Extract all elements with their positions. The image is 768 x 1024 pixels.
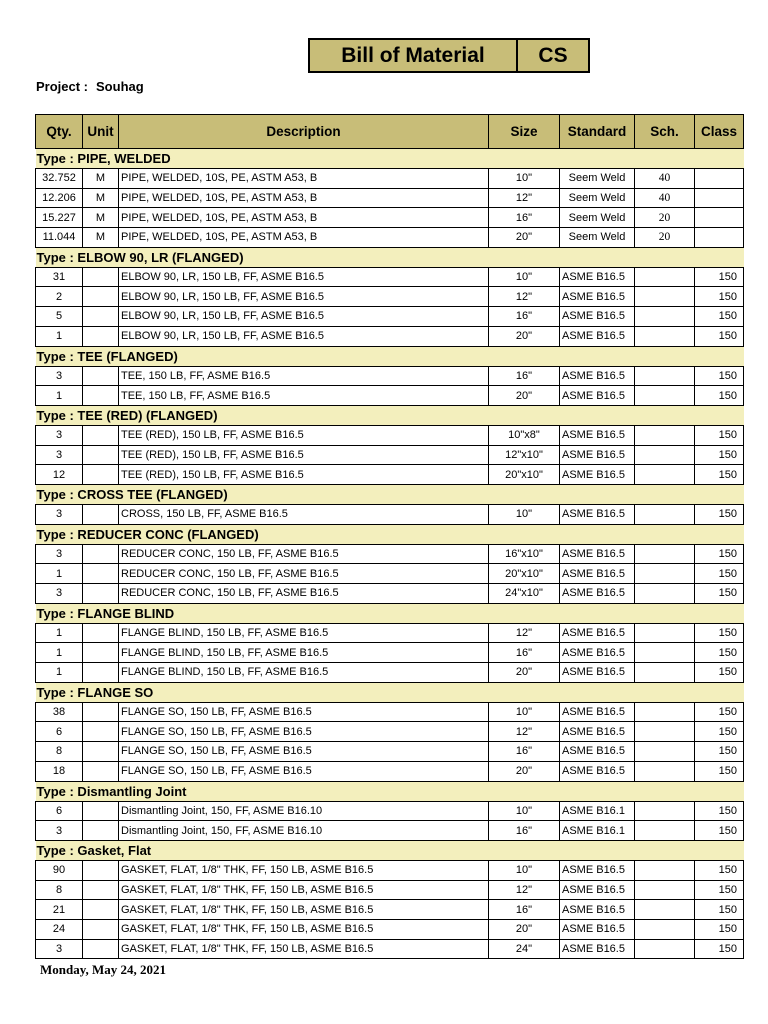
size-cell: 20" [489,663,560,683]
size-cell: 16" [489,307,560,327]
sch-cell: 40 [635,188,695,208]
unit-cell [83,939,119,959]
description-cell: TEE (RED), 150 LB, FF, ASME B16.5 [119,425,489,445]
qty-cell: 5 [36,307,83,327]
standard-cell: ASME B16.5 [560,643,635,663]
qty-cell: 31 [36,267,83,287]
type-group-row [36,682,744,702]
sch-cell [635,722,695,742]
unit-cell [83,445,119,465]
qty-cell: 3 [36,544,83,564]
title-box [308,38,590,73]
unit-cell [83,623,119,643]
size-cell: 10" [489,504,560,524]
class-cell: 150 [695,900,744,920]
description-cell: PIPE, WELDED, 10S, PE, ASTM A53, B [119,228,489,248]
qty-cell: 1 [36,386,83,406]
unit-cell [83,702,119,722]
type-group-row [36,247,744,267]
type-group-label: Type : CROSS TEE (FLANGED) [36,484,744,504]
size-cell: 12"x10" [489,445,560,465]
size-cell: 10" [489,801,560,821]
class-cell: 150 [695,584,744,604]
class-cell: 150 [695,801,744,821]
sch-cell [635,860,695,880]
col-header-sch: Sch. [635,115,695,149]
table-row [36,761,744,781]
unit-cell [83,425,119,445]
qty-cell: 2 [36,287,83,307]
unit-cell [83,544,119,564]
sch-cell: 40 [635,169,695,189]
sch-cell [635,939,695,959]
type-group-row [36,405,744,425]
class-cell: 150 [695,386,744,406]
standard-cell: ASME B16.5 [560,267,635,287]
unit-cell [83,564,119,584]
class-cell: 150 [695,564,744,584]
size-cell: 16" [489,900,560,920]
description-cell: FLANGE BLIND, 150 LB, FF, ASME B16.5 [119,663,489,683]
class-cell: 150 [695,643,744,663]
description-cell: Dismantling Joint, 150, FF, ASME B16.10 [119,801,489,821]
unit-cell: M [83,228,119,248]
size-cell: 16" [489,821,560,841]
unit-cell: M [83,208,119,228]
description-cell: TEE (RED), 150 LB, FF, ASME B16.5 [119,445,489,465]
sch-cell [635,584,695,604]
unit-cell [83,267,119,287]
unit-cell [83,722,119,742]
table-row [36,860,744,880]
class-cell [695,169,744,189]
table-row [36,366,744,386]
sch-cell [635,425,695,445]
size-cell: 20"x10" [489,564,560,584]
sch-cell [635,919,695,939]
qty-cell: 15.227 [36,208,83,228]
table-row [36,504,744,524]
sch-cell [635,445,695,465]
qty-cell: 3 [36,425,83,445]
class-cell: 150 [695,366,744,386]
description-cell: FLANGE SO, 150 LB, FF, ASME B16.5 [119,722,489,742]
description-cell: FLANGE BLIND, 150 LB, FF, ASME B16.5 [119,643,489,663]
qty-cell: 12.206 [36,188,83,208]
qty-cell: 6 [36,801,83,821]
table-row [36,722,744,742]
sch-cell [635,623,695,643]
qty-cell: 1 [36,623,83,643]
unit-cell [83,919,119,939]
type-group-row [36,484,744,504]
type-group-row [36,603,744,623]
description-cell: Dismantling Joint, 150, FF, ASME B16.10 [119,821,489,841]
qty-cell: 3 [36,584,83,604]
standard-cell: Seem Weld [560,208,635,228]
class-cell: 150 [695,307,744,327]
standard-cell: ASME B16.5 [560,722,635,742]
qty-cell: 11.044 [36,228,83,248]
type-group-row [36,781,744,801]
size-cell: 20" [489,326,560,346]
table-row [36,564,744,584]
qty-cell: 3 [36,504,83,524]
project-label: Project : [36,79,89,94]
description-cell: ELBOW 90, LR, 150 LB, FF, ASME B16.5 [119,326,489,346]
table-row [36,544,744,564]
unit-cell [83,801,119,821]
type-group-label: Type : FLANGE SO [36,682,744,702]
sch-cell [635,465,695,485]
description-cell: TEE, 150 LB, FF, ASME B16.5 [119,386,489,406]
sch-cell [635,900,695,920]
sch-cell [635,742,695,762]
sch-cell [635,504,695,524]
document-title: Bill of Material [310,40,518,71]
class-cell: 150 [695,702,744,722]
standard-cell: ASME B16.5 [560,742,635,762]
sch-cell [635,801,695,821]
standard-cell: Seem Weld [560,228,635,248]
type-group-label: Type : PIPE, WELDED [36,149,744,169]
class-cell: 150 [695,742,744,762]
standard-cell: ASME B16.5 [560,445,635,465]
unit-cell [83,386,119,406]
size-cell: 20" [489,761,560,781]
table-row [36,702,744,722]
sch-cell [635,326,695,346]
size-cell: 12" [489,287,560,307]
qty-cell: 90 [36,860,83,880]
description-cell: TEE (RED), 150 LB, FF, ASME B16.5 [119,465,489,485]
sch-cell [635,386,695,406]
col-header-unit: Unit [83,115,119,149]
table-row [36,880,744,900]
standard-cell: ASME B16.5 [560,366,635,386]
table-row [36,169,744,189]
description-cell: CROSS, 150 LB, FF, ASME B16.5 [119,504,489,524]
description-cell: ELBOW 90, LR, 150 LB, FF, ASME B16.5 [119,287,489,307]
table-row [36,801,744,821]
size-cell: 16" [489,643,560,663]
col-header-size: Size [489,115,560,149]
sch-cell [635,544,695,564]
size-cell: 12" [489,880,560,900]
table-row [36,900,744,920]
size-cell: 10" [489,169,560,189]
type-group-label: Type : FLANGE BLIND [36,603,744,623]
table-row [36,228,744,248]
qty-cell: 1 [36,643,83,663]
size-cell: 20" [489,228,560,248]
table-row [36,445,744,465]
table-row [36,643,744,663]
table-row [36,939,744,959]
standard-cell: ASME B16.1 [560,801,635,821]
bom-body [36,149,744,959]
unit-cell [83,880,119,900]
type-group-label: Type : Gasket, Flat [36,840,744,860]
standard-cell: ASME B16.5 [560,307,635,327]
col-header-qty: Qty. [36,115,83,149]
qty-cell: 8 [36,742,83,762]
unit-cell [83,821,119,841]
sch-cell [635,267,695,287]
project-name: Souhag [96,79,144,94]
size-cell: 20"x10" [489,465,560,485]
unit-cell [83,307,119,327]
qty-cell: 24 [36,919,83,939]
qty-cell: 21 [36,900,83,920]
standard-cell: ASME B16.5 [560,939,635,959]
sch-cell [635,663,695,683]
description-cell: GASKET, FLAT, 1/8" THK, FF, 150 LB, ASME B16.5 [119,919,489,939]
class-cell [695,188,744,208]
standard-cell: ASME B16.5 [560,880,635,900]
table-row [36,465,744,485]
unit-cell [83,860,119,880]
qty-cell: 1 [36,663,83,683]
standard-cell: ASME B16.5 [560,919,635,939]
size-cell: 16" [489,208,560,228]
qty-cell: 3 [36,366,83,386]
table-row [36,267,744,287]
table-row [36,386,744,406]
table-header-row [36,115,744,149]
standard-cell: ASME B16.5 [560,900,635,920]
standard-cell: ASME B16.5 [560,425,635,445]
description-cell: ELBOW 90, LR, 150 LB, FF, ASME B16.5 [119,307,489,327]
type-group-label: Type : REDUCER CONC (FLANGED) [36,524,744,544]
unit-cell: M [83,169,119,189]
table-row [36,188,744,208]
description-cell: GASKET, FLAT, 1/8" THK, FF, 150 LB, ASME B16.5 [119,900,489,920]
class-cell: 150 [695,326,744,346]
description-cell: TEE, 150 LB, FF, ASME B16.5 [119,366,489,386]
class-cell: 150 [695,663,744,683]
class-cell: 150 [695,919,744,939]
unit-cell [83,742,119,762]
class-cell: 150 [695,445,744,465]
description-cell: ELBOW 90, LR, 150 LB, FF, ASME B16.5 [119,267,489,287]
class-cell [695,228,744,248]
sch-cell [635,564,695,584]
unit-cell [83,761,119,781]
size-cell: 24"x10" [489,584,560,604]
material-code: CS [518,40,588,71]
standard-cell: ASME B16.5 [560,326,635,346]
standard-cell: ASME B16.5 [560,504,635,524]
size-cell: 10" [489,702,560,722]
table-row [36,742,744,762]
class-cell: 150 [695,425,744,445]
size-cell: 10" [489,267,560,287]
class-cell [695,208,744,228]
standard-cell: ASME B16.5 [560,386,635,406]
sch-cell: 20 [635,228,695,248]
size-cell: 24" [489,939,560,959]
unit-cell [83,663,119,683]
unit-cell [83,287,119,307]
sch-cell [635,643,695,663]
sch-cell [635,287,695,307]
size-cell: 10" [489,860,560,880]
description-cell: GASKET, FLAT, 1/8" THK, FF, 150 LB, ASME B16.5 [119,939,489,959]
description-cell: PIPE, WELDED, 10S, PE, ASTM A53, B [119,188,489,208]
size-cell: 12" [489,722,560,742]
class-cell: 150 [695,722,744,742]
type-group-row [36,524,744,544]
qty-cell: 12 [36,465,83,485]
size-cell: 16" [489,366,560,386]
unit-cell [83,366,119,386]
class-cell: 150 [695,504,744,524]
qty-cell: 3 [36,821,83,841]
bom-table [35,114,744,959]
qty-cell: 6 [36,722,83,742]
description-cell: REDUCER CONC, 150 LB, FF, ASME B16.5 [119,584,489,604]
description-cell: FLANGE SO, 150 LB, FF, ASME B16.5 [119,761,489,781]
type-group-row [36,840,744,860]
standard-cell: ASME B16.1 [560,821,635,841]
size-cell: 12" [489,623,560,643]
table-row [36,584,744,604]
sch-cell [635,761,695,781]
standard-cell: ASME B16.5 [560,663,635,683]
standard-cell: ASME B16.5 [560,623,635,643]
class-cell: 150 [695,821,744,841]
unit-cell [83,504,119,524]
description-cell: PIPE, WELDED, 10S, PE, ASTM A53, B [119,169,489,189]
size-cell: 20" [489,386,560,406]
size-cell: 20" [489,919,560,939]
size-cell: 12" [489,188,560,208]
description-cell: REDUCER CONC, 150 LB, FF, ASME B16.5 [119,564,489,584]
table-row [36,287,744,307]
standard-cell: ASME B16.5 [560,584,635,604]
qty-cell: 3 [36,445,83,465]
class-cell: 150 [695,287,744,307]
qty-cell: 1 [36,564,83,584]
description-cell: PIPE, WELDED, 10S, PE, ASTM A53, B [119,208,489,228]
qty-cell: 38 [36,702,83,722]
description-cell: FLANGE SO, 150 LB, FF, ASME B16.5 [119,742,489,762]
unit-cell [83,584,119,604]
sch-cell [635,821,695,841]
type-group-row [36,346,744,366]
class-cell: 150 [695,880,744,900]
class-cell: 150 [695,623,744,643]
standard-cell: Seem Weld [560,188,635,208]
table-row [36,307,744,327]
class-cell: 150 [695,267,744,287]
class-cell: 150 [695,465,744,485]
sch-cell [635,702,695,722]
table-row [36,623,744,643]
unit-cell [83,900,119,920]
sch-cell [635,307,695,327]
class-cell: 150 [695,544,744,564]
unit-cell [83,643,119,663]
type-group-label: Type : TEE (RED) (FLANGED) [36,405,744,425]
qty-cell: 8 [36,880,83,900]
type-group-label: Type : ELBOW 90, LR (FLANGED) [36,247,744,267]
table-row [36,919,744,939]
standard-cell: ASME B16.5 [560,465,635,485]
qty-cell: 3 [36,939,83,959]
type-group-label: Type : TEE (FLANGED) [36,346,744,366]
qty-cell: 1 [36,326,83,346]
sch-cell: 20 [635,208,695,228]
type-group-row [36,149,744,169]
table-row [36,326,744,346]
table-row [36,663,744,683]
table-row [36,425,744,445]
standard-cell: ASME B16.5 [560,860,635,880]
qty-cell: 18 [36,761,83,781]
project-line [36,79,144,94]
col-header-class: Class [695,115,744,149]
description-cell: GASKET, FLAT, 1/8" THK, FF, 150 LB, ASME B16.5 [119,880,489,900]
standard-cell: Seem Weld [560,169,635,189]
size-cell: 16"x10" [489,544,560,564]
description-cell: FLANGE BLIND, 150 LB, FF, ASME B16.5 [119,623,489,643]
description-cell: GASKET, FLAT, 1/8" THK, FF, 150 LB, ASME B16.5 [119,860,489,880]
qty-cell: 32.752 [36,169,83,189]
print-date: Monday, May 24, 2021 [40,962,167,977]
standard-cell: ASME B16.5 [560,544,635,564]
type-group-label: Type : Dismantling Joint [36,781,744,801]
description-cell: REDUCER CONC, 150 LB, FF, ASME B16.5 [119,544,489,564]
class-cell: 150 [695,761,744,781]
unit-cell: M [83,188,119,208]
table-row [36,208,744,228]
size-cell: 16" [489,742,560,762]
table-row [36,821,744,841]
standard-cell: ASME B16.5 [560,702,635,722]
sch-cell [635,366,695,386]
description-cell: FLANGE SO, 150 LB, FF, ASME B16.5 [119,702,489,722]
standard-cell: ASME B16.5 [560,761,635,781]
size-cell: 10"x8" [489,425,560,445]
col-header-description: Description [119,115,489,149]
unit-cell [83,465,119,485]
class-cell: 150 [695,860,744,880]
col-header-standard: Standard [560,115,635,149]
class-cell: 150 [695,939,744,959]
unit-cell [83,326,119,346]
sch-cell [635,880,695,900]
standard-cell: ASME B16.5 [560,287,635,307]
standard-cell: ASME B16.5 [560,564,635,584]
